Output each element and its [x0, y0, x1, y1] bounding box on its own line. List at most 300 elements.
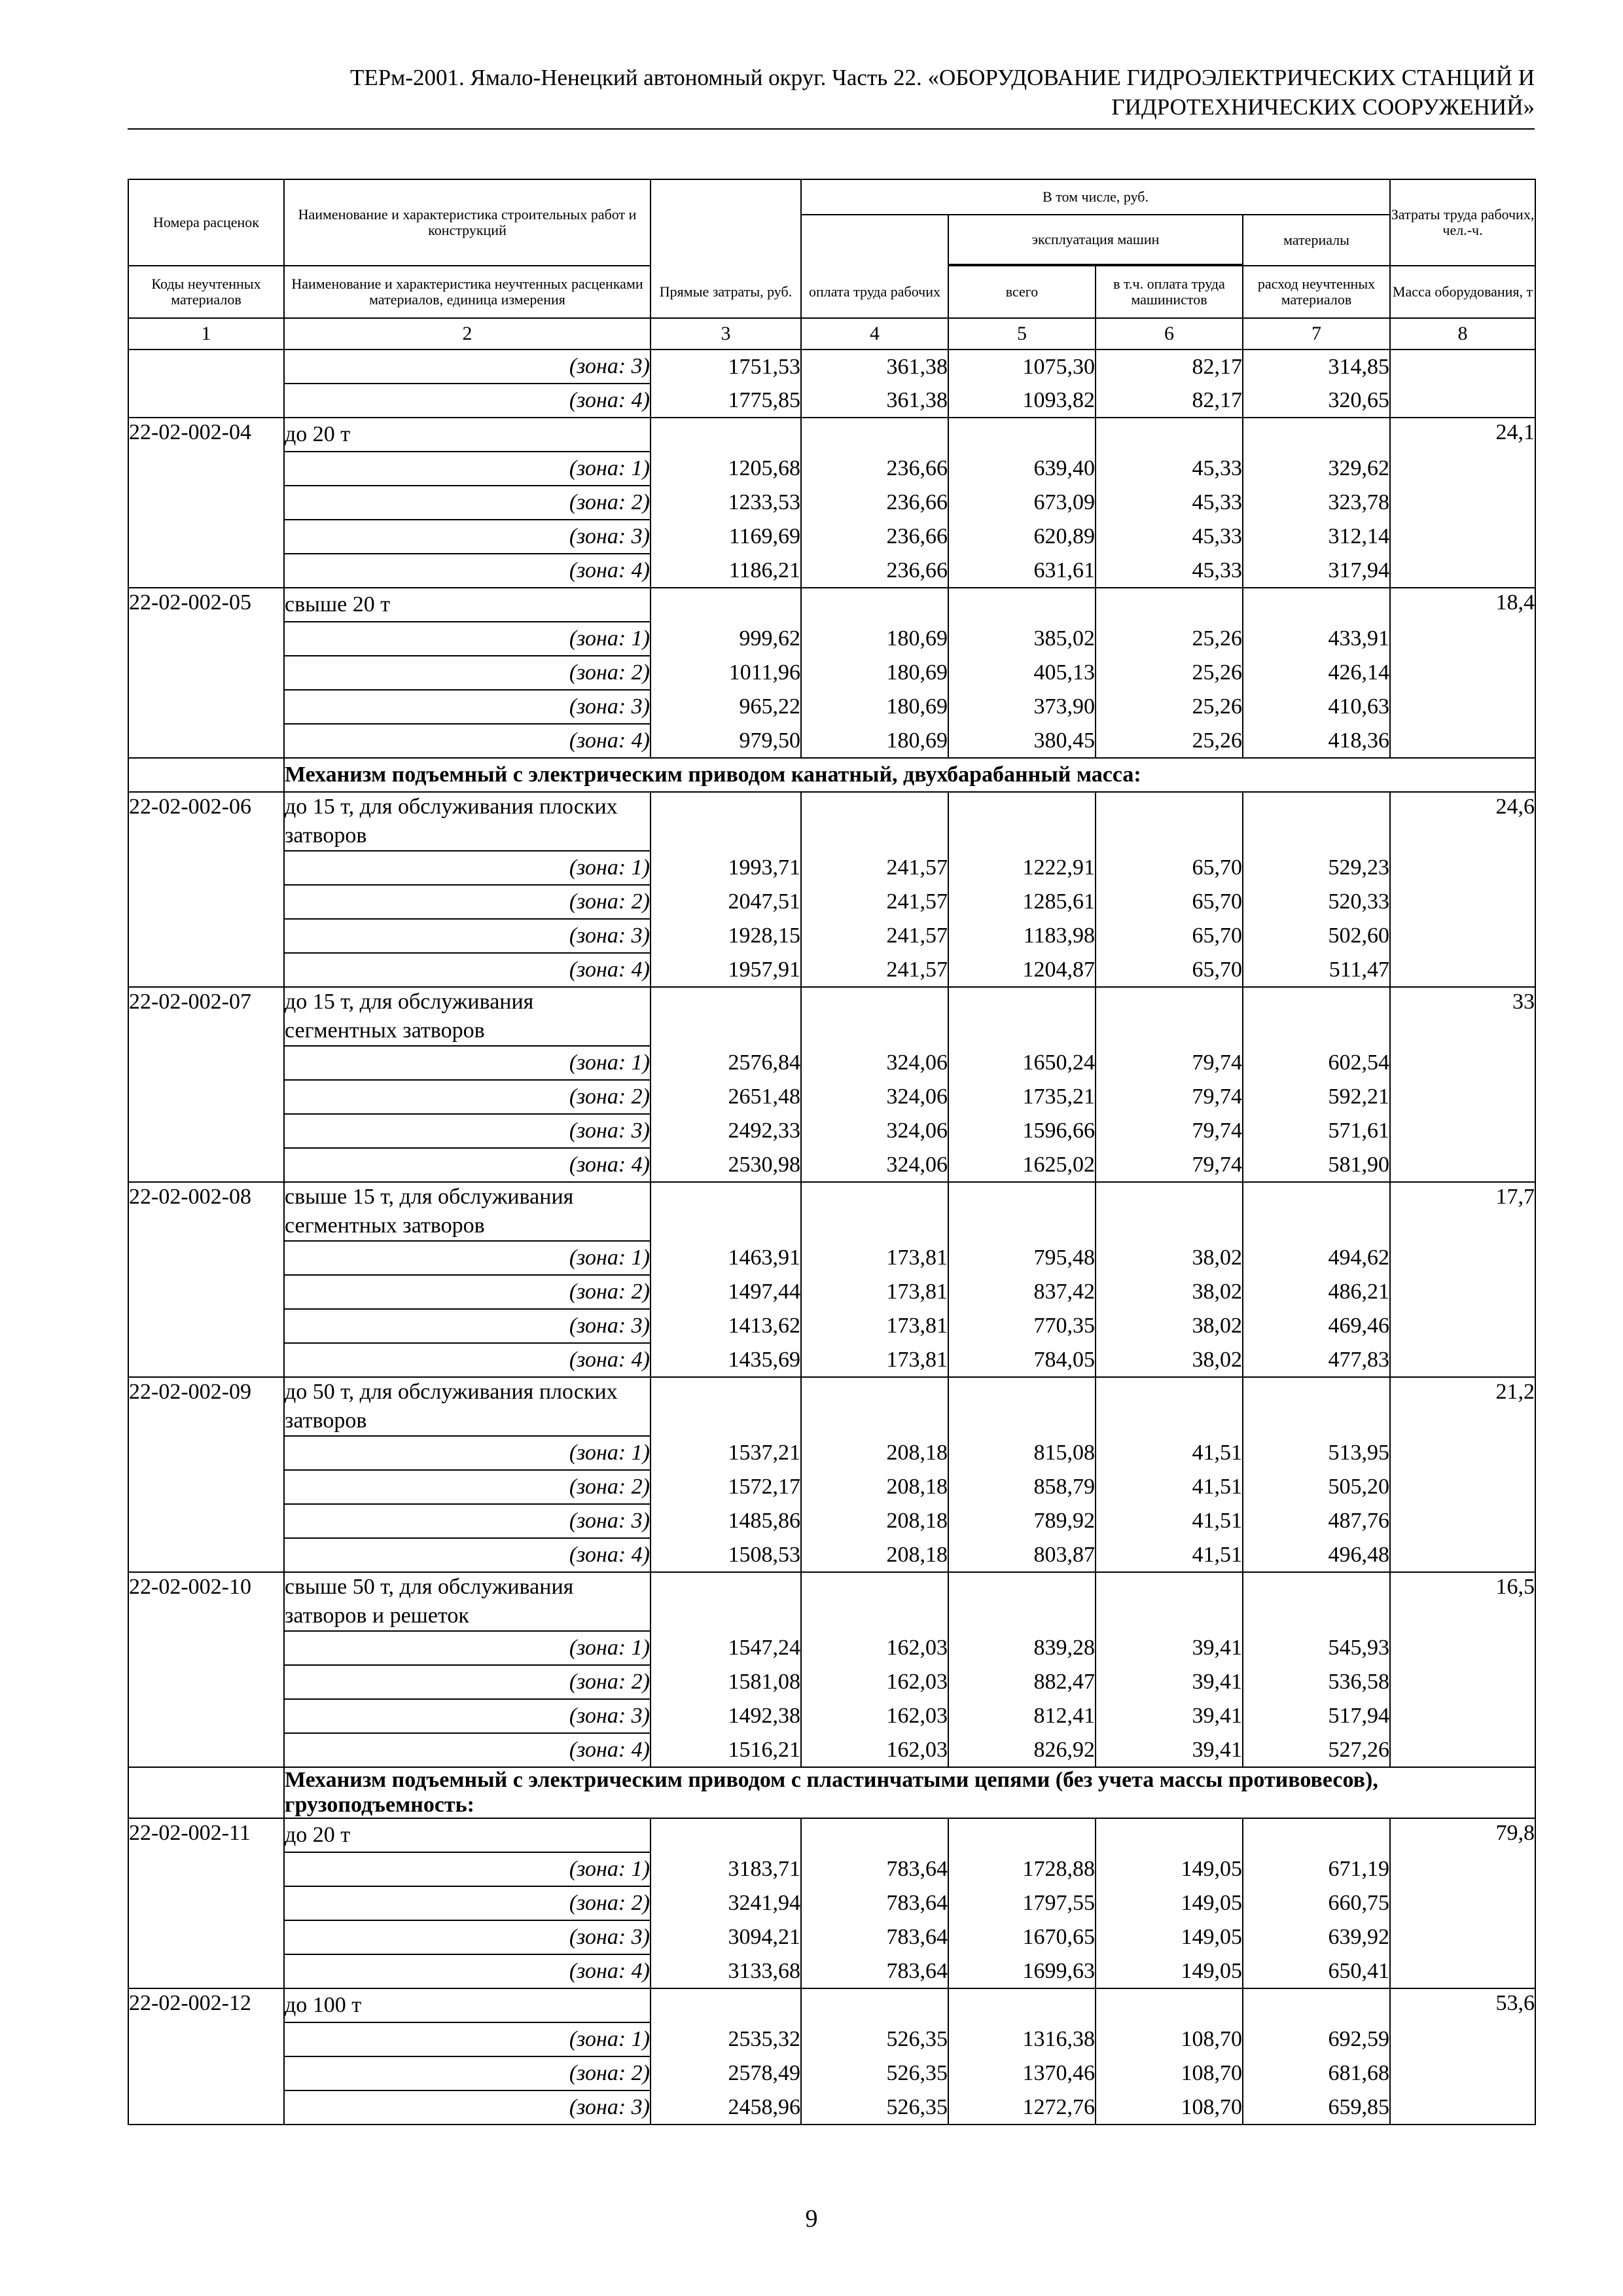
header-labor-costs: Затраты труда рабочих, чел.-ч.	[1390, 179, 1535, 266]
cost-value: 3094,21	[651, 1920, 801, 1954]
rate-code: 22-02-002-09	[128, 1377, 284, 1572]
empty-cell	[651, 1818, 801, 1852]
zone-row	[128, 2090, 1535, 2125]
cost-value: 3241,94	[651, 1886, 801, 1920]
cost-value: 1728,88	[948, 1852, 1096, 1886]
cost-value: 1316,38	[948, 2022, 1096, 2056]
zone-row	[128, 1309, 1535, 1343]
document-header	[128, 63, 1535, 122]
empty-cell	[948, 1818, 1096, 1852]
cost-value: 39,41	[1096, 1699, 1243, 1733]
cost-value: 208,18	[801, 1436, 948, 1470]
header-rate-numbers: Номера расценок	[128, 179, 284, 266]
empty-cell	[1096, 792, 1243, 851]
zone-label: (зона: 3)	[284, 1504, 651, 1538]
cost-value: 385,02	[948, 622, 1096, 656]
zone-label: (зона: 1)	[284, 851, 651, 885]
zone-label: (зона: 4)	[284, 554, 651, 588]
zone-row	[128, 1148, 1535, 1182]
cost-value: 979,50	[651, 724, 801, 758]
zone-label: (зона: 3)	[284, 2090, 651, 2125]
empty-cell	[801, 1988, 948, 2022]
cost-value: 241,57	[801, 919, 948, 953]
zone-row	[128, 1436, 1535, 1470]
work-description: до 15 т, для обслуживания сегментных затворов	[284, 987, 651, 1046]
cost-value: 317,94	[1243, 554, 1390, 588]
zone-row	[128, 2056, 1535, 2090]
cost-value: 581,90	[1243, 1148, 1390, 1182]
zone-row	[128, 953, 1535, 987]
zone-row	[128, 1631, 1535, 1665]
empty-cell	[651, 1377, 801, 1436]
cost-value: 692,59	[1243, 2022, 1390, 2056]
cost-value: 312,14	[1243, 520, 1390, 554]
zone-row	[128, 656, 1535, 690]
section-code-cell	[128, 1767, 284, 1818]
cost-value: 1186,21	[651, 554, 801, 588]
zone-row	[128, 690, 1535, 724]
labor-costs-value: 17,7	[1390, 1182, 1535, 1377]
cost-value: 2492,33	[651, 1114, 801, 1148]
work-description: свыше 15 т, для обслуживания сегментных затворов	[284, 1182, 651, 1241]
cost-value: 79,74	[1096, 1080, 1243, 1114]
table-body	[128, 350, 1535, 2125]
empty-cell	[651, 1988, 801, 2022]
zone-row	[128, 1852, 1535, 1886]
work-description: до 50 т, для обслуживания плоских затворов	[284, 1377, 651, 1436]
rate-code: 22-02-002-10	[128, 1572, 284, 1767]
cost-value: 380,45	[948, 724, 1096, 758]
cost-value: 812,41	[948, 1699, 1096, 1733]
header-equipment-mass: Масса оборудования, т	[1390, 266, 1535, 318]
zone-label: (зона: 2)	[284, 1080, 651, 1114]
rate-code: 22-02-002-04	[128, 418, 284, 588]
zone-label: (зона: 2)	[284, 1886, 651, 1920]
cost-value: 513,95	[1243, 1436, 1390, 1470]
cost-value: 208,18	[801, 1504, 948, 1538]
rates-table	[128, 179, 1536, 2125]
cost-value: 236,66	[801, 452, 948, 486]
empty-cell	[948, 418, 1096, 452]
cost-value: 2576,84	[651, 1046, 801, 1080]
cost-value: 241,57	[801, 953, 948, 987]
cost-value: 1547,24	[651, 1631, 801, 1665]
cost-value: 361,38	[801, 350, 948, 384]
cost-value: 517,94	[1243, 1699, 1390, 1733]
cost-value: 1797,55	[948, 1886, 1096, 1920]
zone-row	[128, 452, 1535, 486]
header-machine-operation: эксплуатация машин	[948, 215, 1243, 264]
cost-value: 149,05	[1096, 1954, 1243, 1988]
cost-value: 418,36	[1243, 724, 1390, 758]
cost-value: 25,26	[1096, 724, 1243, 758]
zone-row	[128, 1275, 1535, 1309]
cost-value: 38,02	[1096, 1241, 1243, 1275]
zone-row	[128, 1114, 1535, 1148]
cost-value: 410,63	[1243, 690, 1390, 724]
empty-cell	[948, 1988, 1096, 2022]
cost-value: 65,70	[1096, 919, 1243, 953]
cost-value: 494,62	[1243, 1241, 1390, 1275]
column-number: 5	[948, 318, 1096, 350]
zone-label: (зона: 1)	[284, 1241, 651, 1275]
cost-value: 79,74	[1096, 1114, 1243, 1148]
cost-value: 1993,71	[651, 851, 801, 885]
zone-label: (зона: 4)	[284, 1343, 651, 1377]
cost-value: 173,81	[801, 1275, 948, 1309]
header-materials: материалы	[1243, 215, 1390, 266]
zone-label: (зона: 3)	[284, 919, 651, 953]
empty-cell	[1243, 1988, 1390, 2022]
cost-value: 1285,61	[948, 885, 1096, 919]
cost-value: 2458,96	[651, 2090, 801, 2125]
cost-value: 1463,91	[651, 1241, 801, 1275]
empty-cell	[801, 987, 948, 1046]
cost-value: 620,89	[948, 520, 1096, 554]
empty-cell	[1243, 588, 1390, 622]
cost-value: 1516,21	[651, 1733, 801, 1767]
cost-value: 82,17	[1096, 384, 1243, 418]
labor-costs-value: 24,1	[1390, 418, 1535, 588]
cost-value: 173,81	[801, 1343, 948, 1377]
zone-label: (зона: 4)	[284, 1538, 651, 1572]
cost-value: 1413,62	[651, 1309, 801, 1343]
cost-value: 1011,96	[651, 656, 801, 690]
cost-value: 671,19	[1243, 1852, 1390, 1886]
zone-label: (зона: 3)	[284, 1699, 651, 1733]
cost-value: 39,41	[1096, 1733, 1243, 1767]
cost-value: 45,33	[1096, 452, 1243, 486]
zone-label: (зона: 1)	[284, 1852, 651, 1886]
zone-row	[128, 1886, 1535, 1920]
zone-label: (зона: 2)	[284, 2056, 651, 2090]
cost-value: 602,54	[1243, 1046, 1390, 1080]
zone-row	[128, 1343, 1535, 1377]
header-name-works: Наименование и характеристика строительных работ и конструкций	[284, 179, 651, 266]
cost-value: 1497,44	[651, 1275, 801, 1309]
zone-label: (зона: 4)	[284, 1148, 651, 1182]
section-title: Механизм подъемный с электрическим приводом с пластинчатыми цепями (без учета массы противовесов), грузоподъемность:	[284, 1767, 1535, 1818]
cost-value: 149,05	[1096, 1920, 1243, 1954]
cost-value: 592,21	[1243, 1080, 1390, 1114]
cost-value: 803,87	[948, 1538, 1096, 1572]
header-name-materials: Наименование и характеристика неучтенных расценками материалов, единица измерения	[284, 266, 651, 318]
cost-value: 208,18	[801, 1470, 948, 1504]
column-number: 8	[1390, 318, 1535, 350]
zone-label: (зона: 1)	[284, 452, 651, 486]
zone-label: (зона: 1)	[284, 1046, 651, 1080]
cost-value: 1204,87	[948, 953, 1096, 987]
zone-row	[128, 1665, 1535, 1699]
column-number: 7	[1243, 318, 1390, 350]
zone-label: (зона: 2)	[284, 1470, 651, 1504]
zone-row	[128, 1538, 1535, 1572]
cost-value: 1205,68	[651, 452, 801, 486]
zone-label: (зона: 2)	[284, 1275, 651, 1309]
rate-code: 22-02-002-11	[128, 1818, 284, 1988]
cost-value: 108,70	[1096, 2022, 1243, 2056]
work-description: до 100 т	[284, 1988, 651, 2022]
labor-costs-value: 18,4	[1390, 588, 1535, 758]
cost-value: 477,83	[1243, 1343, 1390, 1377]
item-row	[128, 1377, 1535, 1436]
zone-label: (зона: 1)	[284, 622, 651, 656]
cost-value: 496,48	[1243, 1538, 1390, 1572]
work-description: свыше 50 т, для обслуживания затворов и решеток	[284, 1572, 651, 1631]
cost-value: 882,47	[948, 1665, 1096, 1699]
empty-cell	[948, 1182, 1096, 1241]
cost-value: 673,09	[948, 486, 1096, 520]
cost-value: 783,64	[801, 1852, 948, 1886]
empty-cell	[801, 588, 948, 622]
column-number: 2	[284, 318, 651, 350]
cost-value: 527,26	[1243, 1733, 1390, 1767]
cost-value: 173,81	[801, 1241, 948, 1275]
zone-label: (зона: 2)	[284, 486, 651, 520]
item-row	[128, 1572, 1535, 1631]
empty-cell	[1096, 588, 1243, 622]
cost-value: 241,57	[801, 851, 948, 885]
zone-label: (зона: 2)	[284, 656, 651, 690]
cost-value: 858,79	[948, 1470, 1096, 1504]
empty-cell	[1096, 418, 1243, 452]
column-number: 1	[128, 318, 284, 350]
zone-label: (зона: 3)	[284, 1920, 651, 1954]
cost-value: 65,70	[1096, 953, 1243, 987]
empty-cell	[801, 1572, 948, 1631]
rate-code: 22-02-002-06	[128, 792, 284, 987]
header-line-2: ГИДРОТЕХНИЧЕСКИХ СООРУЖЕНИЙ»	[1111, 94, 1535, 120]
zone-row	[128, 1733, 1535, 1767]
empty-cell	[801, 1818, 948, 1852]
cost-value: 659,85	[1243, 2090, 1390, 2125]
cost-value: 1272,76	[948, 2090, 1096, 2125]
cost-value: 826,92	[948, 1733, 1096, 1767]
cost-value: 314,85	[1243, 350, 1390, 384]
cost-value: 639,92	[1243, 1920, 1390, 1954]
cost-value: 511,47	[1243, 953, 1390, 987]
header-workers-pay: оплата труда рабочих	[801, 266, 948, 318]
empty-cell	[948, 1377, 1096, 1436]
cost-value: 180,69	[801, 690, 948, 724]
empty-cell	[1096, 987, 1243, 1046]
cost-value: 529,23	[1243, 851, 1390, 885]
zone-label: (зона: 4)	[284, 724, 651, 758]
work-description: до 20 т	[284, 418, 651, 452]
cost-value: 173,81	[801, 1309, 948, 1343]
header-line-1: ТЕРм-2001. Ямало-Ненецкий автономный округ. Часть 22. «ОБОРУДОВАНИЕ ГИДРОЭЛЕКТРИЧЕСКИХ СТАНЦИЙ И	[349, 65, 1535, 90]
zone-label: (зона: 2)	[284, 885, 651, 919]
cost-value: 149,05	[1096, 1852, 1243, 1886]
zone-row	[128, 1241, 1535, 1275]
zone-row	[128, 1920, 1535, 1954]
zone-row	[128, 350, 1535, 384]
cost-value: 1581,08	[651, 1665, 801, 1699]
cost-value: 789,92	[948, 1504, 1096, 1538]
section-row	[128, 758, 1535, 792]
cost-value: 770,35	[948, 1309, 1096, 1343]
cost-value: 1183,98	[948, 919, 1096, 953]
header-material-consumption: расход неучтенных материалов	[1243, 266, 1390, 318]
empty-cell	[1096, 1377, 1243, 1436]
column-number: 6	[1096, 318, 1243, 350]
work-description: до 20 т	[284, 1818, 651, 1852]
cost-value: 361,38	[801, 384, 948, 418]
cost-value: 505,20	[1243, 1470, 1390, 1504]
zone-row	[128, 622, 1535, 656]
zone-label: (зона: 1)	[284, 1631, 651, 1665]
zone-row	[128, 1046, 1535, 1080]
empty-cell	[1096, 1818, 1243, 1852]
cost-value: 2047,51	[651, 885, 801, 919]
cost-value: 25,26	[1096, 690, 1243, 724]
item-row	[128, 792, 1535, 851]
item-row	[128, 1182, 1535, 1241]
column-numbers-row	[128, 318, 1535, 350]
zone-row	[128, 384, 1535, 418]
cost-value: 324,06	[801, 1114, 948, 1148]
empty-cell	[1243, 1182, 1390, 1241]
item-row	[128, 987, 1535, 1046]
column-number: 3	[651, 318, 801, 350]
cost-value: 1485,86	[651, 1504, 801, 1538]
cost-value: 373,90	[948, 690, 1096, 724]
cost-value: 41,51	[1096, 1436, 1243, 1470]
labor-costs-value: 33	[1390, 987, 1535, 1182]
cost-value: 25,26	[1096, 656, 1243, 690]
zone-label: (зона: 4)	[284, 384, 651, 418]
cost-value: 39,41	[1096, 1631, 1243, 1665]
section-title: Механизм подъемный с электрическим приводом канатный, двухбарабанный масса:	[284, 758, 1535, 792]
cost-value: 45,33	[1096, 520, 1243, 554]
zone-row	[128, 724, 1535, 758]
labor-costs-value: 24,6	[1390, 792, 1535, 987]
cost-value: 639,40	[948, 452, 1096, 486]
cost-value: 783,64	[801, 1954, 948, 1988]
cost-value: 108,70	[1096, 2090, 1243, 2125]
header-direct-costs: Прямые затраты, руб.	[651, 266, 801, 318]
cost-value: 1093,82	[948, 384, 1096, 418]
cost-value: 324,06	[801, 1080, 948, 1114]
cost-value: 162,03	[801, 1665, 948, 1699]
rate-code: 22-02-002-08	[128, 1182, 284, 1377]
cost-value: 41,51	[1096, 1470, 1243, 1504]
zone-row	[128, 1470, 1535, 1504]
cost-value: 545,93	[1243, 1631, 1390, 1665]
cost-value: 38,02	[1096, 1343, 1243, 1377]
cost-value: 526,35	[801, 2056, 948, 2090]
cost-value: 180,69	[801, 656, 948, 690]
cost-value: 324,06	[801, 1046, 948, 1080]
cost-value: 999,62	[651, 622, 801, 656]
cost-value: 631,61	[948, 554, 1096, 588]
labor-costs-value: 16,5	[1390, 1572, 1535, 1767]
cost-value: 795,48	[948, 1241, 1096, 1275]
cost-value: 79,74	[1096, 1148, 1243, 1182]
cost-value: 783,64	[801, 1886, 948, 1920]
cost-value: 3183,71	[651, 1852, 801, 1886]
zone-label: (зона: 3)	[284, 690, 651, 724]
empty-cell	[1243, 1377, 1390, 1436]
cost-value: 180,69	[801, 724, 948, 758]
cost-value: 837,42	[948, 1275, 1096, 1309]
cost-value: 1169,69	[651, 520, 801, 554]
cost-value: 2530,98	[651, 1148, 801, 1182]
cost-value: 3133,68	[651, 1954, 801, 1988]
empty-cell	[948, 1572, 1096, 1631]
rate-code: 22-02-002-12	[128, 1988, 284, 2125]
cost-value: 65,70	[1096, 851, 1243, 885]
zone-row	[128, 2022, 1535, 2056]
empty-cell	[948, 588, 1096, 622]
cost-value: 1650,24	[948, 1046, 1096, 1080]
zone-label: (зона: 4)	[284, 1733, 651, 1767]
cost-value: 1775,85	[651, 384, 801, 418]
cost-value: 320,65	[1243, 384, 1390, 418]
empty-cell	[1243, 792, 1390, 851]
labor-costs-value: 53,6	[1390, 1988, 1535, 2125]
header-machinists-pay: в т.ч. оплата труда машинистов	[1096, 266, 1243, 318]
cost-value: 1508,53	[651, 1538, 801, 1572]
cost-value: 405,13	[948, 656, 1096, 690]
zone-row	[128, 1504, 1535, 1538]
cost-value: 1075,30	[948, 350, 1096, 384]
empty-cell	[801, 1182, 948, 1241]
empty-cell	[948, 987, 1096, 1046]
work-description: свыше 20 т	[284, 588, 651, 622]
cost-value: 1625,02	[948, 1148, 1096, 1182]
zone-label: (зона: 1)	[284, 2022, 651, 2056]
zone-label: (зона: 4)	[284, 953, 651, 987]
zone-label: (зона: 3)	[284, 350, 651, 384]
cost-value: 1572,17	[651, 1470, 801, 1504]
zone-label: (зона: 3)	[284, 520, 651, 554]
cost-value: 839,28	[948, 1631, 1096, 1665]
cost-value: 323,78	[1243, 486, 1390, 520]
cost-value: 1596,66	[948, 1114, 1096, 1148]
cost-value: 536,58	[1243, 1665, 1390, 1699]
cost-value: 681,68	[1243, 2056, 1390, 2090]
zone-row	[128, 851, 1535, 885]
empty-cell	[1243, 1818, 1390, 1852]
empty-cell	[1096, 1572, 1243, 1631]
empty-cell	[651, 418, 801, 452]
rate-code: 22-02-002-05	[128, 588, 284, 758]
cost-value: 241,57	[801, 885, 948, 919]
cost-value: 180,69	[801, 622, 948, 656]
cost-value: 571,61	[1243, 1114, 1390, 1148]
empty-cell	[948, 792, 1096, 851]
cost-value: 236,66	[801, 554, 948, 588]
cost-value: 108,70	[1096, 2056, 1243, 2090]
cost-value: 1492,38	[651, 1699, 801, 1733]
cost-value: 784,05	[948, 1343, 1096, 1377]
cost-value: 39,41	[1096, 1665, 1243, 1699]
labor-costs-value: 79,8	[1390, 1818, 1535, 1988]
cost-value: 38,02	[1096, 1275, 1243, 1309]
item-row	[128, 1988, 1535, 2022]
cost-value: 162,03	[801, 1733, 948, 1767]
column-number: 4	[801, 318, 948, 350]
item-row	[128, 588, 1535, 622]
empty-cell	[651, 987, 801, 1046]
cost-value: 65,70	[1096, 885, 1243, 919]
empty-cell	[651, 792, 801, 851]
zone-row	[128, 520, 1535, 554]
cost-value: 469,46	[1243, 1309, 1390, 1343]
labor-costs-value: 21,2	[1390, 1377, 1535, 1572]
cost-value: 41,51	[1096, 1538, 1243, 1572]
